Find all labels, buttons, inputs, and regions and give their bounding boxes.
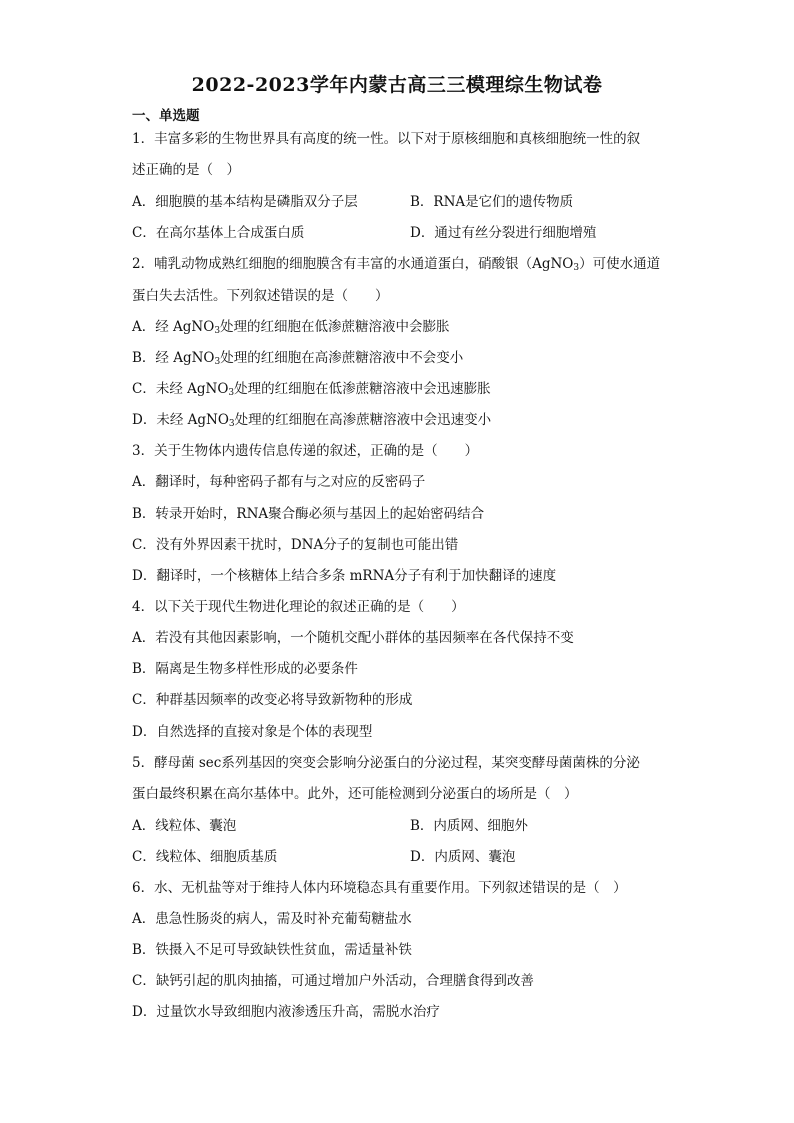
q5-stem-line1: 5．酵母菌 sec系列基因的突变会影响分泌蛋白的分泌过程，某突变酵母菌菌株的分泌 <box>132 755 640 771</box>
q5-option-d: D．内质网、囊泡 <box>410 849 516 865</box>
q2-option-c: C．未经 AgNO$_3$处理的红细胞在低渗蔗糖溶液中会迅速膨胀 <box>132 381 491 398</box>
q1-stem-line2: 述正确的是（ ） <box>132 162 240 178</box>
q4-option-a: A．若没有其他因素影响，一个随机交配小群体的基因频率在各代保持不变 <box>132 630 574 646</box>
q2-option-b: B．经 AgNO$_3$处理的红细胞在高渗蔗糖溶液中不会变小 <box>132 350 464 367</box>
q3-option-c: C．没有外界因素干扰时，DNA分子的复制也可能出错 <box>132 537 459 553</box>
exam-title: 2022-2023学年内蒙古高三三模理综生物试卷 <box>191 74 603 96</box>
q1-option-b: B．RNA是它们的遗传物质 <box>410 194 574 210</box>
q2-stem-line2: 蛋白失去活性。下列叙述错误的是（ ） <box>132 288 389 304</box>
q2-option-a: A．经 AgNO$_3$处理的红细胞在低渗蔗糖溶液中会膨胀 <box>132 319 450 336</box>
q3-stem: 3．关于生物体内遗传信息传递的叙述，正确的是（ ） <box>132 443 479 459</box>
q2-stem-line1: 2．哺乳动物成熟红细胞的细胞膜含有丰富的水通道蛋白，硝酸银（AgNO$_3$）可使水通道 <box>132 256 661 273</box>
q4-option-c: C．种群基因频率的改变必将导致新物种的形成 <box>132 692 413 708</box>
q6-option-c: C．缺钙引起的肌肉抽搐，可通过增加户外活动，合理膳食得到改善 <box>132 973 534 989</box>
q1-option-a: A．细胞膜的基本结构是磷脂双分子层 <box>132 194 358 210</box>
q3-option-d: D．翻译时，一个核糖体上结合多条 mRNA分子有利于加快翻译的速度 <box>132 568 557 584</box>
q5-stem-line2: 蛋白最终积累在高尔基体中。此外，还可能检测到分泌蛋白的场所是（ ） <box>132 786 578 802</box>
q5-option-a: A．线粒体、囊泡 <box>132 818 237 834</box>
q6-option-d: D．过量饮水导致细胞内液渗透压升高，需脱水治疗 <box>132 1004 440 1020</box>
q3-option-b: B．转录开始时，RNA聚合酶必须与基因上的起始密码结合 <box>132 506 485 522</box>
q5-option-b: B．内质网、细胞外 <box>410 818 528 834</box>
q4-option-d: D．自然选择的直接对象是个体的表现型 <box>132 724 373 740</box>
q4-option-b: B．隔离是生物多样性形成的必要条件 <box>132 661 358 677</box>
q3-option-a: A．翻译时，每种密码子都有与之对应的反密码子 <box>132 474 426 490</box>
q1-stem-line1: 1．丰富多彩的生物世界具有高度的统一性。以下对于原核细胞和真核细胞统一性的叙 <box>132 131 641 147</box>
q5-option-c: C．线粒体、细胞质基质 <box>132 849 278 865</box>
q2-option-d: D．未经 AgNO$_3$处理的红细胞在高渗蔗糖溶液中会迅速变小 <box>132 412 492 429</box>
q1-option-d: D．通过有丝分裂进行细胞增殖 <box>410 225 597 241</box>
q6-option-a: A．患急性肠炎的病人，需及时补充葡萄糖盐水 <box>132 911 412 927</box>
q4-stem: 4．以下关于现代生物进化理论的叙述正确的是（ ） <box>132 599 465 615</box>
q6-option-b: B．铁摄入不足可导致缺铁性贫血，需适量补铁 <box>132 942 412 958</box>
q6-stem: 6．水、无机盐等对于维持人体内环境稳态具有重要作用。下列叙述错误的是（ ） <box>132 880 627 896</box>
section-heading: 一、单选题 <box>132 108 200 124</box>
q1-option-c: C．在高尔基体上合成蛋白质 <box>132 225 305 241</box>
